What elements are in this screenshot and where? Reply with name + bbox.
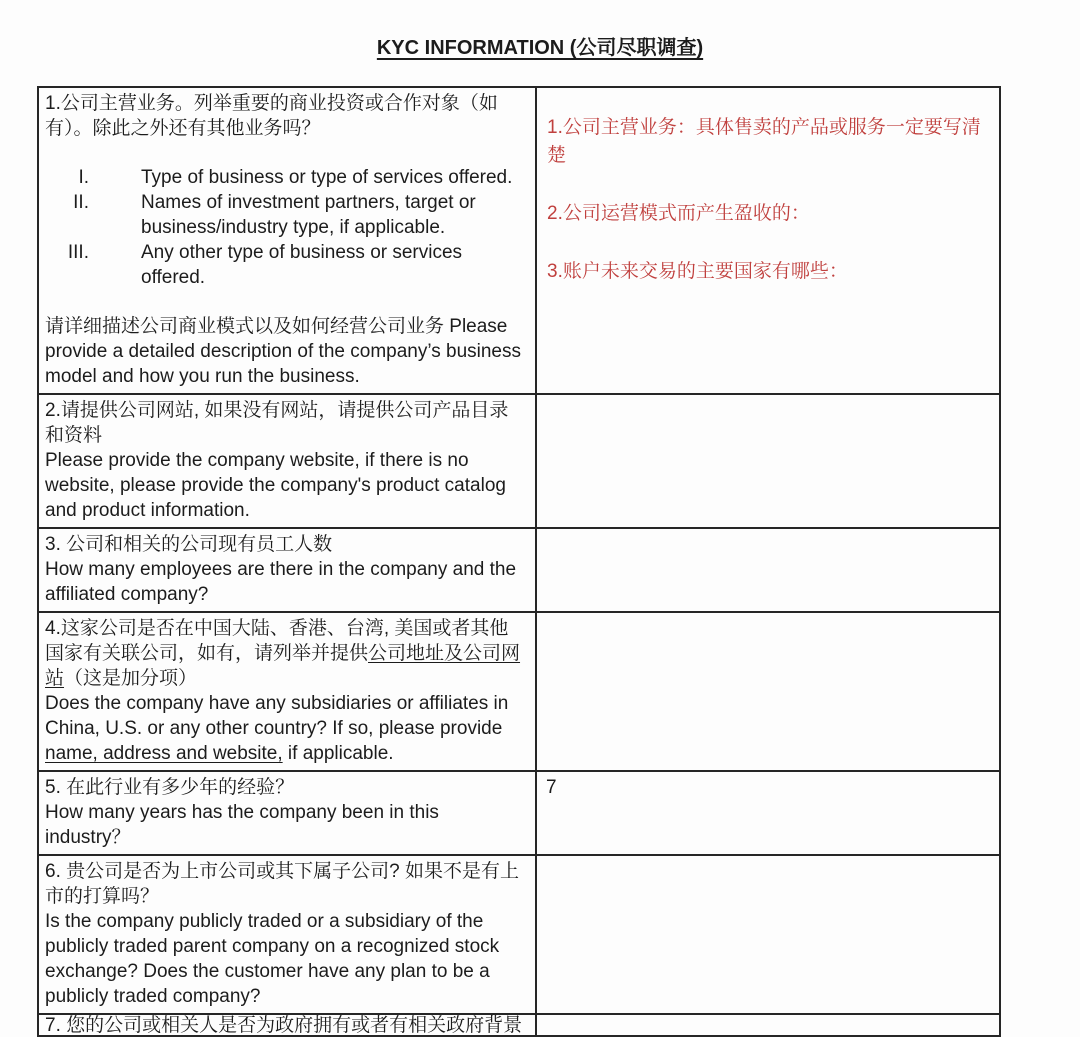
list-item-text: Names of investment partners, target or business/industry type, if applicable. [141, 192, 476, 238]
kyc-table [37, 86, 1001, 1037]
answer-cell-6[interactable] [537, 856, 1001, 1015]
answer-cell-2[interactable] [537, 395, 1001, 529]
question-tail: 请详细描述公司商业模式以及如何经营公司业务 Please provide a detailed description of the company’s business model and how you run the business. [45, 316, 521, 387]
question-zh: 5. 在此行业有多少年的经验？ [45, 777, 295, 798]
question-zh: 2.请提供公司网站, 如果没有网站，请提供公司产品目录和资料 [45, 400, 509, 446]
list-item [45, 240, 527, 290]
table-row [39, 395, 1001, 529]
answer-cell-1[interactable] [537, 88, 1001, 395]
question-en: How many years has the company been in this industry？ [45, 802, 439, 848]
question-cell-1 [39, 88, 537, 395]
question-zh-underlined: 公司地址及公司网站 [45, 643, 521, 689]
table-row [39, 772, 1001, 856]
list-item-text: Any other type of business or services offered. [141, 242, 463, 288]
table-row [39, 613, 1001, 772]
document-title: KYC INFORMATION (公司尽职调查) [376, 37, 704, 59]
answer-cell-5[interactable]: 7 [537, 772, 1001, 856]
question-zh [45, 616, 527, 691]
question-cell-3 [39, 529, 537, 613]
question-cell-6 [39, 856, 537, 1015]
answer-note: 3.账户未来交易的主要国家有哪些： [547, 261, 848, 282]
answer-note: 1.公司主营业务：具体售卖的产品或服务一定要写清楚 [547, 117, 981, 166]
question-zh-post: （这是加分项） [64, 668, 198, 689]
table-row [39, 1015, 1001, 1037]
question-cell-4 [39, 613, 537, 772]
question-cell-5 [39, 772, 537, 856]
list-item [45, 165, 527, 190]
list-item-numeral: III. [67, 242, 89, 263]
question-en: Is the company publicly traded or a subsidiary of the publicly traded parent company on a recognized stock exchange? Does the customer have any plan to be a publicly traded company? [45, 911, 500, 1007]
question-zh-pre: 4.这家公司是否在中国大陆、香港、台湾, 美国或者其他国家有关联公司，如有，请列举并提供 [45, 618, 509, 664]
list-item-numeral: I. [78, 167, 89, 188]
question-zh: 6. 贵公司是否为上市公司或其下属子公司? 如果不是有上市的打算吗？ [45, 861, 519, 907]
question-en-pre: Does the company have any subsidiaries or affiliates in China, U.S. or any other country? If so, please provide [45, 693, 509, 739]
question-cell-7 [39, 1015, 537, 1037]
list-item-text: Type of business or type of services offered. [141, 167, 513, 188]
question-en: How many employees are there in the company and the affiliated company? [45, 559, 517, 605]
question-zh: 1.公司主营业务。列举重要的商业投资或合作对象（如有）。除此之外还有其他业务吗？ [45, 93, 498, 139]
table-row [39, 856, 1001, 1015]
question-en: Please provide the company website, if there is no website, please provide the company's product catalog and product information. [45, 450, 506, 521]
table-row [39, 529, 1001, 613]
list-item-numeral: II. [73, 192, 89, 213]
table-row [39, 88, 1001, 395]
answer-cell-7[interactable] [537, 1015, 1001, 1037]
question-zh: 7. 您的公司或相关人是否为政府拥有或者有相关政府背景 [45, 1015, 523, 1036]
question-cell-2 [39, 395, 537, 529]
answer-cell-4[interactable] [537, 613, 1001, 772]
answer-note: 2.公司运营模式而产生盈收的： [547, 203, 810, 224]
question-en-post: if applicable. [282, 743, 394, 764]
list-item [45, 190, 527, 240]
question-zh: 3. 公司和相关的公司现有员工人数 [45, 534, 333, 555]
question-en-underlined: name, address and website, [45, 743, 283, 764]
answer-cell-3[interactable] [537, 529, 1001, 613]
question-en [45, 691, 527, 766]
